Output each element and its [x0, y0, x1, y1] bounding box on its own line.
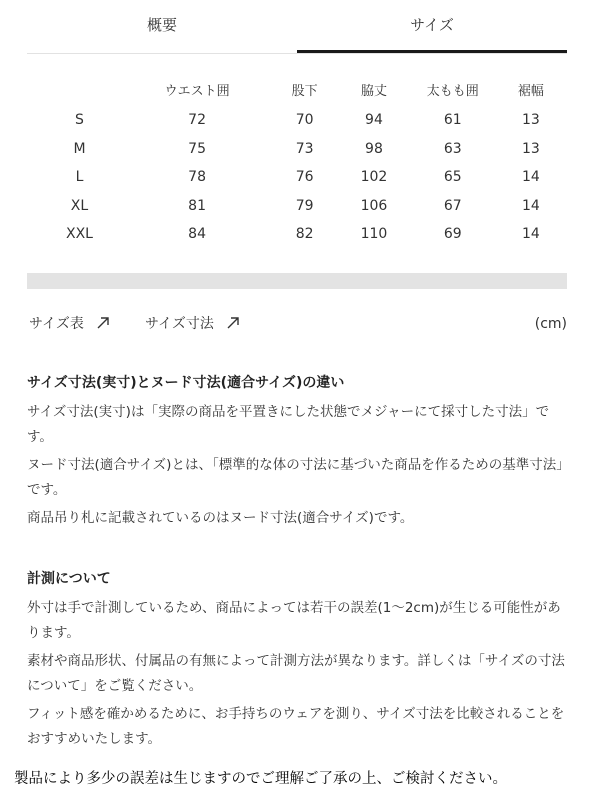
table-cell: 14	[522, 197, 540, 214]
table-cell: 14	[522, 169, 540, 186]
paragraph: 素材や商品形状、付属品の有無によって計測方法が異なります。詳しくは「サイズの寸法について」をご覧ください。	[27, 653, 565, 694]
table-cell: 79	[295, 197, 314, 214]
paragraph: 商品吊り札に記載されているのはヌード寸法(適合サイズ)です。	[27, 510, 414, 526]
table-cell: 98	[365, 140, 383, 157]
paragraph: ヌード寸法(適合サイズ)とは、「標準的な体の寸法に基づいた商品を作るための基準寸法」です。	[27, 457, 570, 498]
measurement-section	[27, 568, 572, 755]
arrow-up-right-icon	[96, 316, 110, 330]
footer-note: 製品により多少の誤差は生じますのでご理解ご了承の上、ご検討ください。	[14, 771, 507, 787]
table-row	[27, 220, 557, 249]
table-cell: M	[73, 140, 86, 157]
table-cell: 110	[360, 226, 388, 243]
header-waist: ウエスト囲	[164, 83, 230, 99]
table-header-row	[27, 72, 557, 106]
size-measure-link-label: サイズ寸法	[145, 316, 214, 332]
table-cell: 73	[295, 140, 314, 157]
table-cell: 13	[522, 112, 540, 129]
table-row	[27, 163, 557, 192]
table-cell: 69	[443, 226, 462, 243]
table-cell: 61	[443, 112, 462, 129]
tab-overview[interactable]: 概要	[146, 16, 177, 34]
table-cell: S	[75, 112, 84, 129]
tab-bar	[27, 0, 567, 54]
table-cell: 78	[188, 169, 206, 186]
difference-heading: サイズ寸法(実寸)とヌード寸法(適合サイズ)の違い	[27, 375, 345, 391]
paragraph: フィット感を確かめるために、お手持ちのウェアを測り、サイズ寸法を比較されることをおすすめいたします。	[27, 706, 565, 747]
tab-size[interactable]: サイズ	[297, 0, 567, 52]
table-cell: 82	[295, 226, 314, 243]
arrow-up-right-icon	[226, 316, 240, 330]
table-row	[27, 106, 557, 135]
header-size	[27, 72, 132, 106]
table-cell: 94	[365, 112, 383, 129]
table-cell: 13	[522, 140, 540, 157]
table-cell: 70	[295, 112, 314, 129]
table-cell: 81	[188, 197, 206, 214]
size-chart-link[interactable]	[29, 312, 110, 336]
table-row	[27, 192, 557, 221]
header-side-length: 脇丈	[360, 83, 387, 99]
paragraph: 外寸は手で計測しているため、商品によっては若干の誤差(1〜2cm)が生じる可能性があります。	[27, 600, 561, 641]
measurement-heading: 計測について	[27, 571, 111, 587]
unit-label: (cm)	[534, 316, 567, 332]
size-measure-link[interactable]	[145, 312, 240, 336]
size-chart-link-label: サイズ表	[29, 316, 84, 332]
table-cell: 102	[360, 169, 388, 186]
table-cell: XL	[70, 197, 89, 214]
header-thigh: 太もも囲	[426, 83, 479, 99]
paragraph: サイズ寸法(実寸)は「実際の商品を平置きにした状態でメジャーにて採寸した寸法」です。	[27, 404, 550, 445]
table-cell: 75	[188, 140, 206, 157]
table-cell: 76	[295, 169, 314, 186]
header-inseam: 股下	[291, 83, 318, 99]
table-cell: 84	[188, 226, 206, 243]
difference-section	[27, 372, 572, 534]
table-cell: L	[75, 169, 84, 186]
size-table	[27, 72, 557, 249]
horizontal-scrollbar[interactable]	[27, 273, 567, 289]
table-cell: 67	[443, 197, 462, 214]
table-row	[27, 135, 557, 164]
table-cell: 106	[360, 197, 388, 214]
header-hem-width: 裾幅	[517, 83, 544, 99]
table-cell: 14	[522, 226, 540, 243]
table-cell: XXL	[66, 226, 93, 243]
size-links-row	[27, 312, 567, 336]
table-cell: 63	[443, 140, 462, 157]
table-cell: 72	[188, 112, 206, 129]
table-cell: 65	[443, 169, 462, 186]
